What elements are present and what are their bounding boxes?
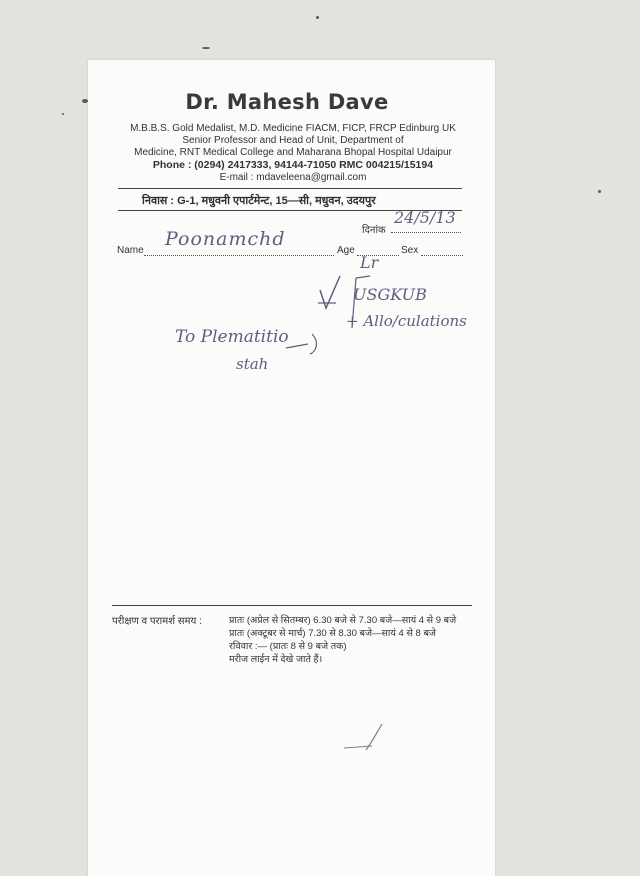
scan-speck bbox=[598, 190, 601, 193]
doctor-email: E-mail : mdaveleena@gmail.com bbox=[219, 172, 367, 183]
note-line1: To Plematitio bbox=[175, 327, 289, 347]
hours-line3: रविवार :— (प्रातः 8 से 9 बजे तक) bbox=[229, 641, 347, 652]
footer-divider bbox=[112, 605, 472, 606]
doctor-position-line2: Medicine, RNT Medical College and Maharana Bhopal Hospital Udaipur bbox=[134, 147, 452, 158]
sex-line bbox=[421, 255, 463, 256]
hours-line4: मरीज लाईन में देखे जाते हैं। bbox=[229, 654, 323, 665]
consultation-hours-label: परीक्षण व परामर्श समय : bbox=[112, 616, 202, 627]
signature bbox=[342, 720, 392, 755]
prescription-line2: + Allo/culations bbox=[346, 312, 467, 330]
doctor-qualifications: M.B.B.S. Gold Medalist, M.D. Medicine FIACM, FICP, FRCP Edinburg UK bbox=[130, 123, 456, 134]
name-line bbox=[144, 255, 334, 256]
doctor-name: Dr. Mahesh Dave bbox=[185, 90, 389, 114]
handwritten-mark bbox=[282, 330, 322, 356]
patient-name-value: Poonamchd bbox=[165, 228, 286, 250]
header-divider bbox=[118, 188, 462, 189]
hours-line2: प्रातः (अक्टूबर से मार्च) 7.30 से 8.30 बजे—सायं 4 से 8 बजे bbox=[229, 628, 436, 639]
name-label: Name bbox=[117, 245, 144, 256]
age-label: Age bbox=[337, 245, 355, 256]
residence-address: निवास : G-1, मधुवनी एपार्टमेन्ट, 15—सी, मधुवन, उदयपुर bbox=[142, 195, 376, 207]
hours-line1: प्रातः (अप्रेल से सितम्बर) 6.30 बजे से 7.30 बजे—सायं 4 से 9 बजे bbox=[229, 615, 457, 626]
scan-speck bbox=[316, 16, 319, 19]
rx-mark: Lr bbox=[360, 253, 379, 272]
prescription-line1: USGKUB bbox=[353, 285, 427, 304]
date-label: दिनांक bbox=[362, 225, 386, 236]
doctor-phone: Phone : (0294) 2417333, 94144-71050 RMC 004215/15194 bbox=[152, 159, 434, 171]
sex-label: Sex bbox=[401, 245, 419, 256]
note-line2: stah bbox=[236, 355, 269, 373]
date-line bbox=[391, 232, 461, 233]
doctor-position-line1: Senior Professor and Head of Unit, Department of bbox=[182, 135, 404, 146]
scan-speck bbox=[202, 47, 210, 49]
date-value: 24/5/13 bbox=[394, 208, 456, 227]
